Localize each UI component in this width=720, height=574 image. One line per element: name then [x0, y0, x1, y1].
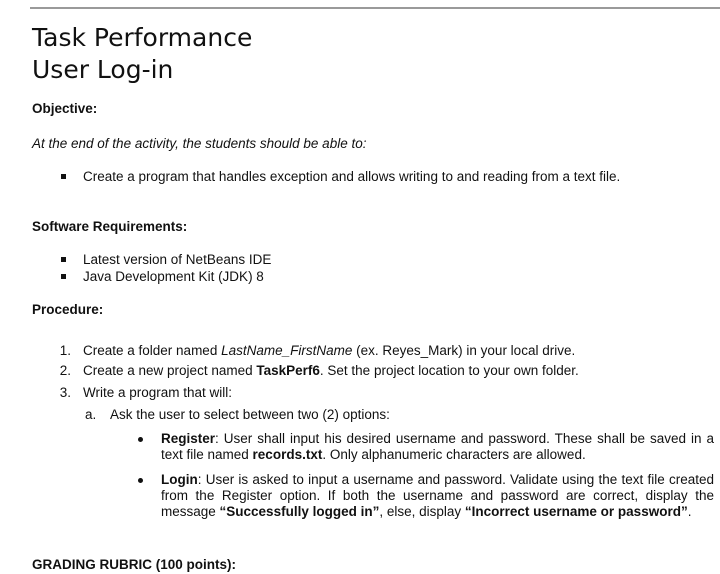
document-title: Task Performance: [32, 23, 253, 52]
software-bullet: Latest version of NetBeans IDE: [83, 252, 272, 267]
bullet-icon: [61, 257, 66, 262]
step-3: Write a program that will:: [83, 385, 233, 400]
grading-rubric-heading: GRADING RUBRIC (100 points):: [32, 557, 237, 572]
procedure-heading: Procedure:: [32, 302, 104, 317]
step-number: 2.: [59, 363, 71, 378]
step-number: 3.: [59, 385, 71, 400]
objective-intro: At the end of the activity, the students should be able to:: [32, 136, 367, 151]
software-heading: Software Requirements:: [32, 219, 188, 234]
step-number: 1.: [59, 343, 71, 358]
bullet-icon: [138, 478, 143, 483]
step-1: Create a folder named LastName_FirstName (ex. Reyes_Mark) in your local drive.: [83, 343, 576, 358]
software-bullet: Java Development Kit (JDK) 8: [83, 269, 264, 284]
bullet-icon: [61, 274, 66, 279]
sub-step-a: Ask the user to select between two (2) options:: [110, 407, 390, 422]
sub-step-label: a.: [85, 407, 97, 422]
document-subtitle: User Log-in: [32, 55, 174, 84]
login-option: Login: User is asked to input a username and password. Validate using the text file created from the Register option. If both the username and password are correct, display the message “Successfully logged in”, else, display “Incorrect username or password”.: [161, 472, 714, 519]
bullet-icon: [61, 174, 66, 179]
register-option: Register: User shall input his desired username and password. These shall be saved in a text file named records.txt. Only alphanumeric characters are allowed.: [161, 431, 714, 462]
objective-heading: Objective:: [32, 101, 98, 116]
step-2: Create a new project named TaskPerf6. Set the project location to your own folder.: [83, 363, 579, 378]
bullet-icon: [138, 437, 143, 442]
top-rule: [30, 7, 720, 9]
objective-bullet: Create a program that handles exception and allows writing to and reading from a text file.: [83, 169, 621, 184]
